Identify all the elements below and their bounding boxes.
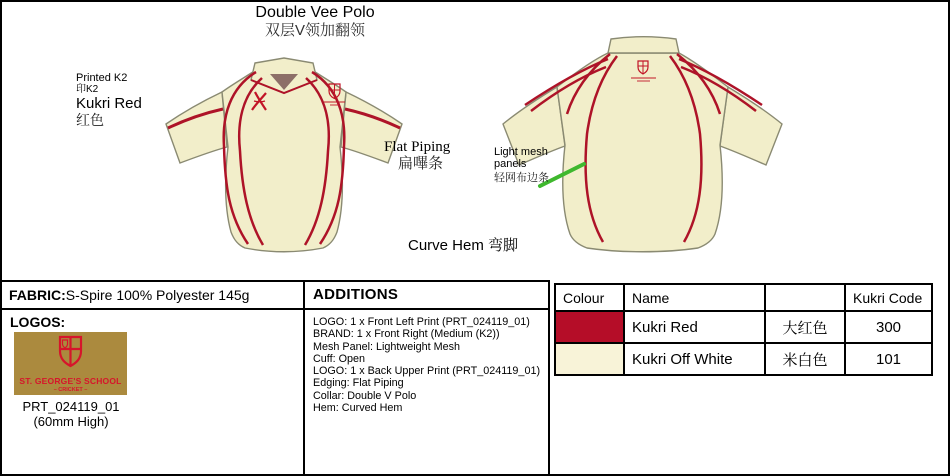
colour-code: 101 xyxy=(845,343,932,375)
chinese-name-header xyxy=(765,284,845,311)
school-crest-icon xyxy=(14,334,127,370)
fabric-value: S-Spire 100% Polyester 145g xyxy=(65,287,250,303)
mesh-annotation-line1: Light mesh xyxy=(494,146,548,158)
additions-item: Collar: Double V Polo xyxy=(313,389,417,402)
additions-title: ADDITIONS xyxy=(305,282,548,310)
mesh-annotation-line2: panels xyxy=(494,158,527,170)
logo-size: (60mm High) xyxy=(33,414,109,429)
colour-table xyxy=(554,283,933,376)
mesh-annotation xyxy=(494,146,549,184)
crest-school-text: ST. GEORGE'S SCHOOL xyxy=(19,376,122,386)
piping-annotation-en: Flat Piping xyxy=(384,139,451,155)
fabric-logos-panel xyxy=(2,280,305,474)
logo-code: PRT_024119_01 xyxy=(22,399,120,414)
mesh-annotation-zh: 轻网布边条 xyxy=(494,172,549,184)
front-left-sleeve xyxy=(166,92,227,163)
additions-list xyxy=(305,310,548,414)
name-header: Name xyxy=(624,284,765,311)
logo-artwork xyxy=(14,332,127,395)
additions-item: Edging: Flat Piping xyxy=(313,377,404,390)
piping-annotation xyxy=(384,139,450,173)
kukri-code-header: Kukri Code xyxy=(845,284,932,311)
additions-item: Hem: Curved Hem xyxy=(313,402,403,415)
crest-sub-text: – CRICKET – xyxy=(53,387,88,393)
colour-table-header-row xyxy=(555,284,932,311)
collar-annotation xyxy=(230,4,400,40)
colour-code: 300 xyxy=(845,311,932,343)
additions-item: LOGO: 1 x Back Upper Print (PRT_024119_01) xyxy=(313,365,541,378)
colour-name: Kukri Off White xyxy=(624,343,765,375)
colour-row xyxy=(555,343,932,375)
colour-swatch xyxy=(555,311,624,343)
colour-name-zh: 大红色 xyxy=(765,311,845,343)
hem-annotation: Curve Hem 弯脚 xyxy=(408,237,519,254)
collar-annotation-en: Double Vee Polo xyxy=(255,4,375,21)
additions-item: BRAND: 1 x Front Right (Medium (K2)) xyxy=(313,328,500,341)
print-annotation-line3: Kukri Red xyxy=(76,95,142,112)
additions-item: Mesh Panel: Lightweight Mesh xyxy=(313,340,461,353)
colour-row xyxy=(555,311,932,343)
additions-item: Cuff: Open xyxy=(313,352,366,365)
back-collar-stand xyxy=(608,37,679,53)
colour-header: Colour xyxy=(555,284,624,311)
colour-swatch xyxy=(555,343,624,375)
colour-name-zh: 米白色 xyxy=(765,343,845,375)
print-annotation-line4: 红色 xyxy=(76,112,104,128)
print-annotation-line1: Printed K2 xyxy=(76,72,128,84)
print-annotation-line2: 印K2 xyxy=(76,84,99,95)
collar-annotation-zh: 双层V领加翻领 xyxy=(264,22,365,39)
additions-item: LOGO: 1 x Front Left Print (PRT_024119_01) xyxy=(313,316,530,328)
print-annotation xyxy=(76,72,142,128)
piping-annotation-zh: 扁嗶条 xyxy=(398,156,444,172)
shirt-front-drawing xyxy=(154,30,414,265)
drawing-area xyxy=(2,2,948,280)
colour-name: Kukri Red xyxy=(624,311,765,343)
fabric-row xyxy=(2,282,303,310)
fabric-label: FABRIC: xyxy=(9,287,66,303)
logos-label: LOGOS: xyxy=(10,314,66,330)
additions-panel xyxy=(305,280,550,474)
